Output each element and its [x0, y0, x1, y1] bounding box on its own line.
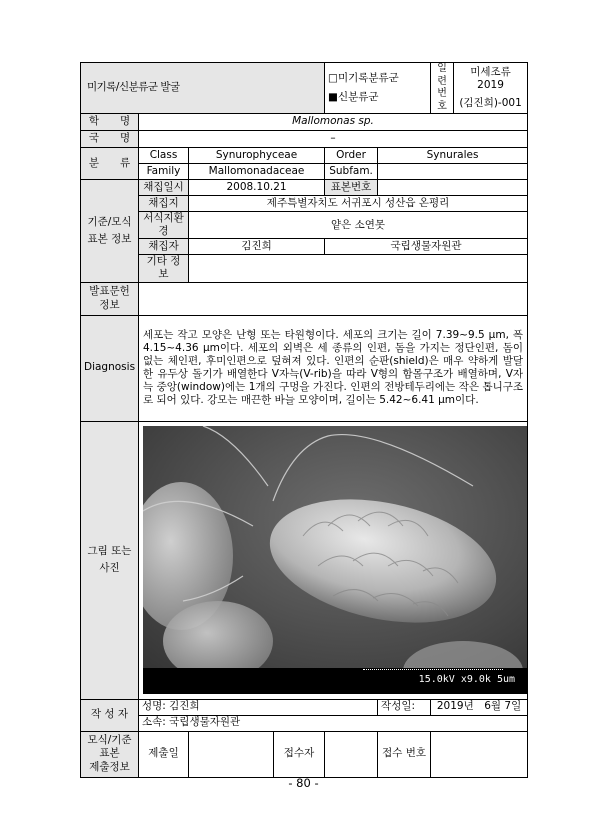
receiver-value[interactable]	[325, 731, 378, 777]
specimen-section-label	[81, 180, 139, 283]
literature-label-line2: 정보	[99, 298, 120, 311]
receipt-number-value[interactable]	[431, 731, 528, 777]
figure-label-line2: 사진	[99, 562, 120, 574]
submission-label-line2: 표본	[99, 747, 120, 760]
collection-site-value: 제주특별자치도 서귀포시 성산읍 온평리	[189, 196, 528, 212]
order-value: Synurales	[378, 148, 528, 164]
institution-value: 국립생물자원관	[325, 239, 528, 255]
form-title: 미기록/신분류군 발굴	[81, 63, 325, 114]
class-value: Synurophyceae	[189, 148, 325, 164]
literature-label-line1: 발표문헌	[89, 285, 130, 298]
korean-name-value: –	[139, 131, 528, 148]
sem-image-drawing	[143, 426, 528, 694]
collection-site-label: 채집지	[139, 196, 189, 212]
specimen-section-label-line1: 기준/모식	[87, 215, 132, 228]
habitat-value: 얕은 소연못	[189, 212, 528, 239]
habitat-label: 서식지환경	[139, 212, 189, 239]
figure-label	[81, 421, 139, 699]
figure-cell	[139, 421, 528, 699]
specimen-section-label-line2: 표본 정보	[87, 232, 132, 245]
submit-date-label: 제출일	[139, 731, 189, 777]
korean-name-label: 국 명	[81, 131, 139, 148]
receiver-label: 접수자	[274, 731, 325, 777]
submission-label-line1: 모식/기준	[87, 734, 132, 747]
scientific-name-label: 학 명	[81, 114, 139, 131]
author-date-value: 2019년 6월 7일	[431, 699, 528, 715]
serial-value-line2: (김진희)-001	[459, 97, 522, 110]
other-info-value	[189, 255, 528, 282]
diagnosis-label: Diagnosis	[81, 315, 139, 421]
author-label: 작 성 자	[81, 699, 139, 731]
collection-date-label: 채집일시	[139, 180, 189, 196]
sem-readout: 15.0kV x9.0k 5um	[418, 674, 515, 685]
literature-label	[81, 282, 139, 315]
collector-value: 김진희	[189, 239, 325, 255]
collector-label: 채집자	[139, 239, 189, 255]
diagnosis-text: 세포는 작고 모양은 난형 또는 타원형이다. 세포의 크기는 길이 7.39~9.5 μm, 폭 4.15~4.36 μm이다. 세포의 외벽은 세 종류의 인편, 돔을 가지는 정단인편, 돔이 없는 체인편, 후미인편으로 덮혀져 있다. 인편의 순판(shield)은 매우 약하게 발달한 유두상 돌기가 배열한다 V자늑(V-rib)을 따라 V형의 함몰구조가 배열하며, V자늑 중앙(window)에는 1개의 구멍을 가진다. 인편의 전방테두리에는 작은 톱니구조로 되어 있다. 강모는 매끈한 바늘 모양이며, 길이는 5.42~6.41 μm이다.	[139, 315, 528, 421]
sem-scale-bar	[143, 668, 528, 694]
family-value: Mallomonadaceae	[189, 164, 325, 180]
author-date-label: 작성일:	[378, 699, 431, 715]
serial-value	[454, 63, 528, 114]
scientific-name-value: Mallomonas sp.	[139, 114, 528, 131]
literature-value	[139, 282, 528, 315]
checkbox-unrecorded[interactable]: □미기록분류군	[328, 72, 399, 85]
author-affiliation: 소속: 국립생물자원관	[139, 715, 528, 731]
taxon-type-checkboxes	[325, 63, 431, 114]
subfam-value	[378, 164, 528, 180]
specimen-number-label: 표본번호	[325, 180, 378, 196]
classification-label: 분 류	[81, 148, 139, 180]
page-number: - 80 -	[288, 776, 319, 790]
serial-label: 일련번호	[431, 63, 454, 114]
order-label: Order	[325, 148, 378, 164]
figure-label-line1: 그림 또는	[87, 544, 132, 557]
specimen-number-value	[378, 180, 528, 196]
collection-date-value: 2008.10.21	[189, 180, 325, 196]
author-name: 성명: 김진희	[139, 699, 378, 715]
submission-label-line3: 제출정보	[89, 760, 130, 773]
other-info-label: 기타 정보	[139, 255, 189, 282]
submission-label	[81, 731, 139, 777]
specimen-form-table	[80, 62, 528, 778]
checkbox-new-taxon[interactable]: ■신분류군	[328, 90, 379, 103]
subfam-label: Subfam.	[325, 164, 378, 180]
submit-date-value[interactable]	[189, 731, 274, 777]
sem-micrograph	[143, 426, 528, 694]
family-label: Family	[139, 164, 189, 180]
receipt-number-label: 접수 번호	[378, 731, 431, 777]
serial-value-line1: 미세조류2019	[470, 65, 511, 91]
class-label: Class	[139, 148, 189, 164]
